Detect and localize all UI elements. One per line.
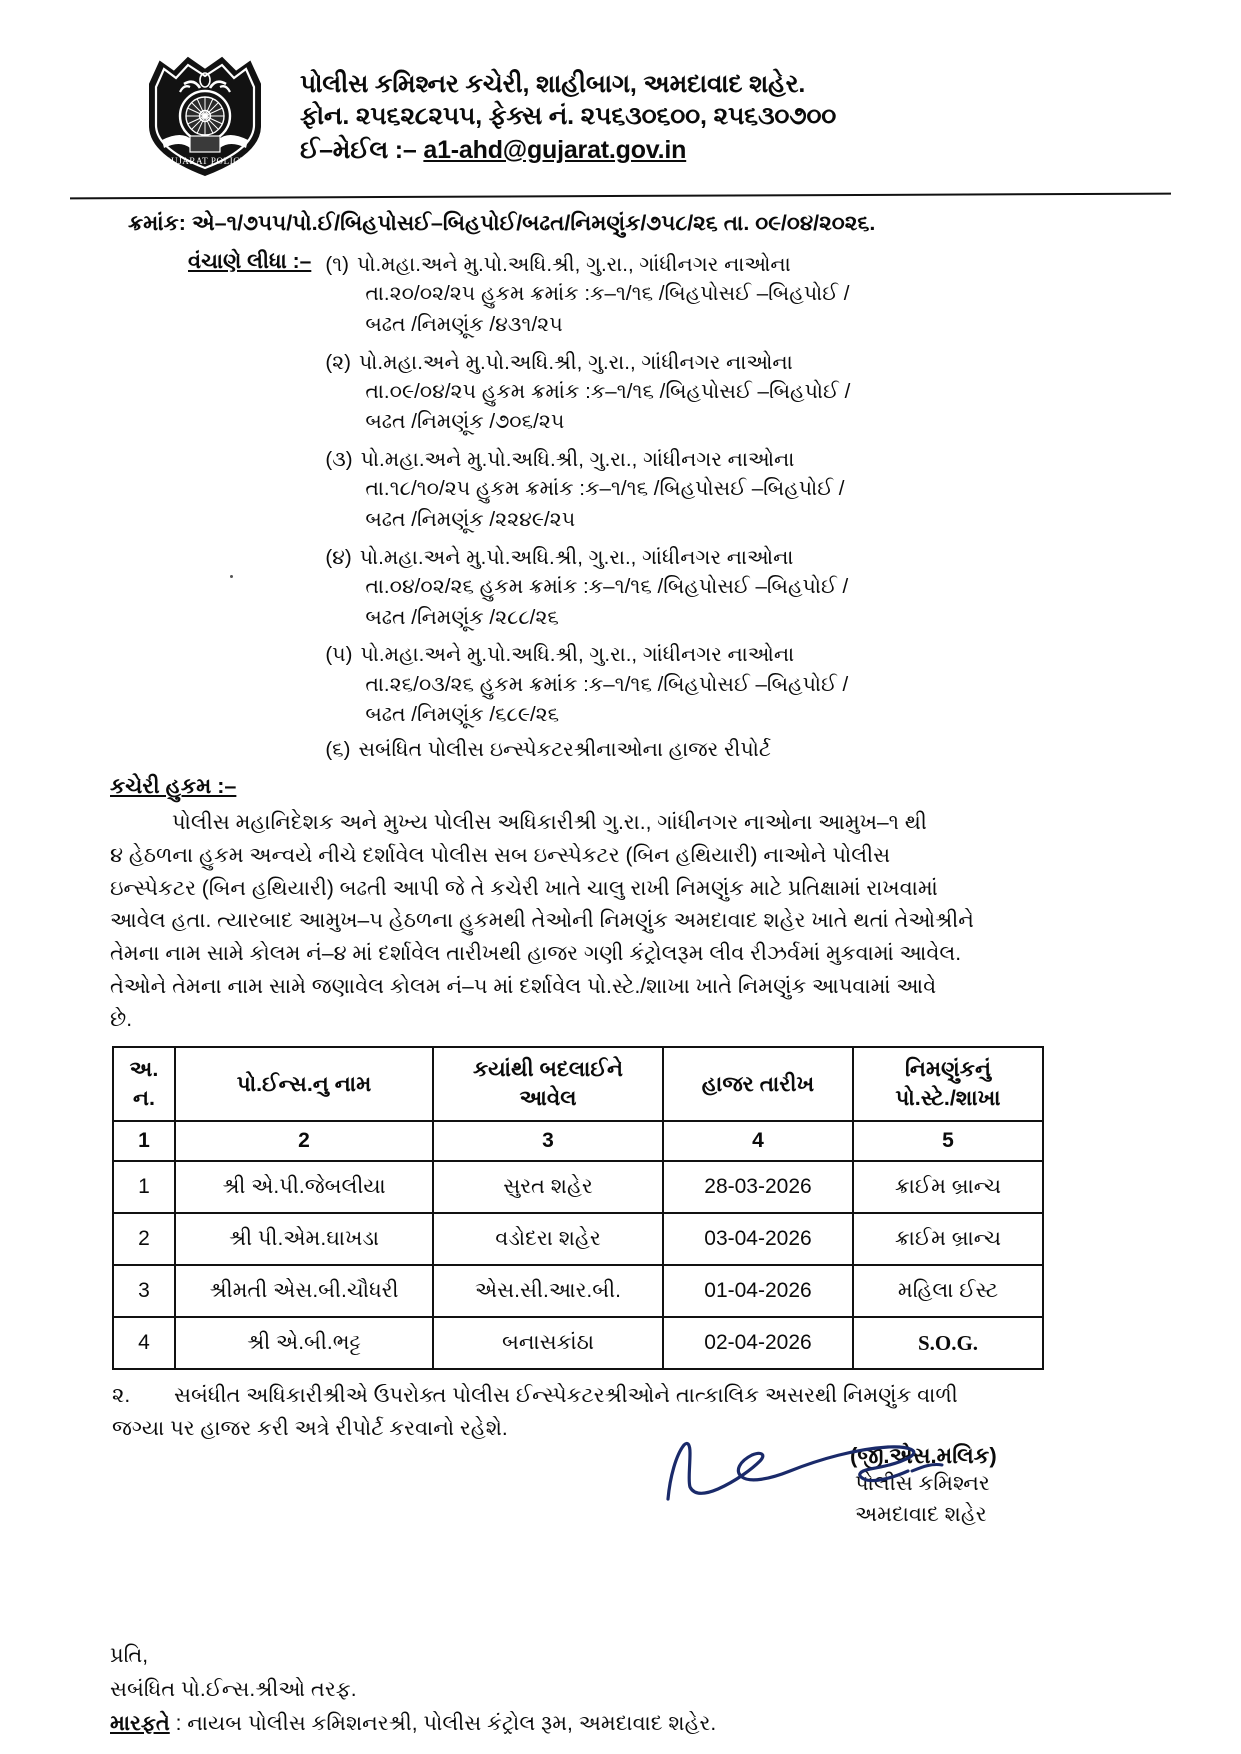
signatory-name: (જી.એસ.મલિક) — [850, 1443, 997, 1469]
reference-item-line2: તા.૧૮/૧૦/૨૫ હુકમ ક્રમાંક :ક–૧/૧૬ /બિહપોસઈ –બિહપોઈ / — [365, 477, 845, 501]
order-para1-line3: ઇન્સ્પેકટર (બિન હથિયારી) બઢતી આપી જે તે કચેરી ખાતે ચાલુ રાખી નિમણુંક માટે પ્રતિક્ષામાં રાખવામાં — [110, 876, 938, 900]
email-address[interactable]: a1-ahd@gujarat.gov.in — [423, 136, 687, 164]
table-row — [113, 1213, 1043, 1265]
cell-joining-date: 28-03-2026 — [663, 1161, 853, 1213]
reference-item-line3: બઢત /નિમણૂંક /૪૩૧/૨૫ — [365, 312, 563, 336]
reference-item — [325, 348, 1171, 439]
reference-item — [325, 738, 1171, 762]
cell-joining-date: 03-04-2026 — [663, 1213, 853, 1265]
cell-name: શ્રી એ.બી.ભટ્ટ — [175, 1317, 433, 1369]
para2-line1: સબંધીત અધિકારીશ્રીએ ઉપરોક્ત પોલીસ ઈન્સ્પેકટરશ્રીઓને તાત્કાલિક અસરથી નિમણુંક વાળી — [174, 1384, 958, 1408]
document-header — [70, 54, 1171, 179]
cell-name: શ્રીમતી એસ.બી.ચૌધરી — [175, 1265, 433, 1317]
reference-item-line1: પો.મહા.અને મુ.પો.અધિ.શ્રી, ગુ.રા., ગાંધીનગર નાઓના — [360, 448, 795, 472]
gujarat-police-emblem-icon — [140, 54, 270, 179]
col-number-4: 4 — [663, 1121, 853, 1161]
cell-name: શ્રી એ.પી.જેબલીયા — [175, 1161, 433, 1213]
cell-transferred-from: વડોદરા શહેર — [433, 1213, 663, 1265]
cell-posting: મહિલા ઈસ્ટ — [853, 1265, 1043, 1317]
order-para1-line7: છે. — [110, 1007, 133, 1031]
order-para1-line1: પોલીસ મહાનિદેશક અને મુખ્ય પોલીસ અધિકારીશ્રી ગુ.રા., ગાંધીનગર નાઓના આમુખ–૧ થી — [172, 811, 927, 835]
header-text-block — [300, 54, 1171, 166]
reference-value: એ–૧/૭૫૫/પો.ઈ/બિહપોસઈ–બિહપોઈ/બઢત/નિમણુંક/૭૫૮/૨૬ તા. ૦૯/૦૪/૨૦૨૬. — [191, 211, 876, 235]
reference-item-number: (૨) — [325, 350, 351, 374]
reference-item — [325, 543, 1171, 634]
cell-name: શ્રી પી.એમ.ઘાખડા — [175, 1213, 433, 1265]
col-header-transferred-from — [433, 1047, 663, 1121]
reference-item-number: (૪) — [325, 545, 352, 569]
col-header-from-l2: આવેલ — [519, 1086, 577, 1111]
col-header-joining-date — [663, 1047, 853, 1121]
signatory-designation-1: પોલીસ કમિશ્નર — [855, 1472, 990, 1496]
table-row — [113, 1317, 1043, 1369]
reference-number-line — [70, 211, 1171, 236]
cell-serial: 3 — [113, 1265, 175, 1317]
cell-transferred-from: એસ.સી.આર.બી. — [433, 1265, 663, 1317]
footer-to-label: પ્રતિ, — [110, 1644, 149, 1668]
reference-item-line1: પો.મહા.અને મુ.પો.અધિ.શ્રી, ગુ.રા., ગાંધીનગર નાઓના — [359, 545, 794, 569]
reference-item-number: (૬) — [325, 738, 351, 762]
phone-fax-line: ફોન. ૨૫૬૨૮૨૫૫, ફેક્સ નં. ૨૫૬૩૦૬૦૦, ૨૫૬૩૦૭૦૦ — [300, 102, 837, 130]
col-header-from-l1: કયાંથી બદલાઈને — [472, 1057, 624, 1082]
col-header-date-l1: હાજર તારીખ — [701, 1071, 815, 1096]
col-number-3: 3 — [433, 1121, 663, 1161]
table-row — [113, 1265, 1043, 1317]
cell-serial: 4 — [113, 1317, 175, 1369]
cell-posting: ક્રાઈમ બ્રાન્ચ — [853, 1213, 1043, 1265]
scan-speck — [230, 575, 233, 578]
cell-serial: 2 — [113, 1213, 175, 1265]
signatory-designation-2: અમદાવાદ શહેર — [855, 1502, 987, 1526]
cell-serial: 1 — [113, 1161, 175, 1213]
reference-item-line1: પો.મહા.અને મુ.પો.અધિ.શ્રી, ગુ.રા., ગાંધીનગર નાઓના — [360, 643, 795, 667]
office-order-label: કચેરી હુકમ :– — [110, 774, 237, 799]
cell-joining-date: 02-04-2026 — [663, 1317, 853, 1369]
office-name-line: પોલીસ કમિશ્નર કચેરી, શાહીબાગ, અમદાવાદ શહેર. — [300, 70, 806, 98]
footer-through-line — [110, 1707, 1171, 1741]
cell-posting: S.O.G. — [853, 1317, 1043, 1369]
order-para2 — [70, 1380, 1171, 1445]
handwritten-signature — [660, 1437, 1000, 1507]
reference-label: ક્રમાંક: — [128, 211, 186, 235]
postings-table — [112, 1046, 1044, 1370]
references-list — [325, 250, 1171, 762]
col-header-name — [175, 1047, 433, 1121]
email-line — [300, 134, 1171, 166]
reference-item-line1: પો.મહા.અને મુ.પો.અધિ.શ્રી, ગુ.રા., ગાંધીનગર નાઓના — [357, 253, 791, 276]
signature-block — [70, 1443, 1171, 1623]
reference-item-line2: તા.૦૯/૦૪/૨૫ હુકમ ક્રમાંક :ક–૧/૧૬ /બિહપોસઈ –બિહપોઈ / — [365, 379, 851, 403]
reference-item-line1: સબંધિત પોલીસ ઇન્સ્પેકટરશ્રીનાઓના હાજર રીપોર્ટ — [358, 738, 771, 762]
cell-transferred-from: બનાસકાંઠા — [433, 1317, 663, 1369]
reference-item-line3: બઢત /નિમણૂંક /૭૦૬/૨૫ — [365, 410, 565, 434]
footer-through-text: : નાયબ પોલીસ કમિશનરશ્રી, પોલીસ કંટ્રોલ રૂમ, અમદાવાદ શહેર. — [175, 1711, 717, 1735]
order-para1-line2: ૪ હેઠળના હુકમ અન્વયે નીચે દર્શાવેલ પોલીસ સબ ઇન્સ્પેકટર (બિન હથિયારી) નાઓને પોલીસ — [110, 843, 891, 867]
reference-item-line1: પો.મહા.અને મુ.પો.અધિ.શ્રી, ગુ.રા., ગાંધીનગર નાઓના — [359, 350, 793, 374]
order-para1-line4: આવેલ હતા. ત્યારબાદ આમુખ–૫ હેઠળના હુકમથી તેઓની નિમણુંક અમદાવાદ શહેર ખાતે થતાં તેઓશ્રીને — [110, 909, 974, 933]
references-section — [70, 250, 1171, 762]
col-number-1: 1 — [113, 1121, 175, 1161]
cell-transferred-from: સુરત શહેર — [433, 1161, 663, 1213]
reference-item-line3: બઢત /નિમણૂંક /૬૮૯/૨૬ — [365, 703, 560, 727]
footer-to-line: સબંધિત પો.ઈન્સ.શ્રીઓ તરફ. — [110, 1677, 357, 1701]
reference-item-line2: તા.૦૪/૦૨/૨૬ હુકમ ક્રમાંક :ક–૧/૧૬ /બિહપોસઈ –બિહપોઈ / — [365, 574, 849, 598]
reference-item-line2: તા.૨૦/૦૨/૨૫ હુકમ ક્રમાંક :ક–૧/૧૬ /બિહપોસઈ –બિહપોઈ / — [365, 282, 850, 306]
reference-item — [325, 445, 1171, 536]
col-header-name-l1: પો.ઈન્સ.નુ નામ — [236, 1071, 372, 1096]
col-header-serial — [113, 1047, 175, 1121]
col-number-5: 5 — [853, 1121, 1043, 1161]
table-column-number-row — [113, 1121, 1043, 1161]
order-para1-line6: તેઓને તેમના નામ સામે જણાવેલ કોલમ નં–૫ માં દર્શાવેલ પો.સ્ટે./શાખા ખાતે નિમણુંક આપવામાં આવે — [110, 974, 937, 998]
order-para1-line5: તેમના નામ સામે કોલમ નં–૪ માં દર્શાવેલ તારીખથી હાજર ગણી કંટ્રોલરૂમ લીવ રીઝર્વમાં મુકવામાં આવેલ. — [110, 942, 962, 966]
reference-item-line3: બઢત /નિમણૂંક /૨૮૮/૨૬ — [365, 605, 559, 629]
col-header-serial-l2: ન. — [133, 1086, 155, 1111]
emblem-label: GUJARAT POLICE — [164, 156, 246, 166]
cell-joining-date: 01-04-2026 — [663, 1265, 853, 1317]
para2-line2: જગ્યા પર હાજર કરી અત્રે રીપોર્ટ કરવાનો રહેશે. — [112, 1416, 508, 1440]
office-order-body — [70, 807, 1171, 1036]
col-header-serial-l1: અ. — [129, 1057, 159, 1082]
reference-item — [325, 640, 1171, 731]
reference-item — [325, 250, 1171, 341]
para2-number: ૨. — [112, 1384, 131, 1408]
reference-item-number: (૫) — [325, 643, 353, 667]
email-label: ઈ–મેઈલ :– — [300, 136, 417, 164]
header-divider — [70, 193, 1171, 200]
document-footer — [70, 1639, 1171, 1740]
reference-item-line2: તા.૨૬/૦૩/૨૬ હુકમ ક્રમાંક :ક–૧/૧૬ /બિહપોસઈ –બિહપોઈ / — [365, 672, 849, 696]
reference-item-number: (૩) — [325, 448, 353, 472]
table-row — [113, 1161, 1043, 1213]
col-header-posting-l1: નિમણુંકનું — [904, 1057, 991, 1082]
references-label: વંચાણે લીધા :– — [188, 250, 312, 273]
cell-posting: ક્રાઈમ બ્રાન્ચ — [853, 1161, 1043, 1213]
col-header-posting-l2: પો.સ્ટે./શાખા — [895, 1086, 1001, 1111]
reference-item-number: (૧) — [325, 253, 350, 276]
footer-through-label: મારફતે — [110, 1711, 170, 1735]
table-header-row — [113, 1047, 1043, 1121]
col-header-posting — [853, 1047, 1043, 1121]
col-number-2: 2 — [175, 1121, 433, 1161]
reference-item-line3: બઢત /નિમણૂંક /૨૨૪૯/૨૫ — [365, 508, 576, 532]
